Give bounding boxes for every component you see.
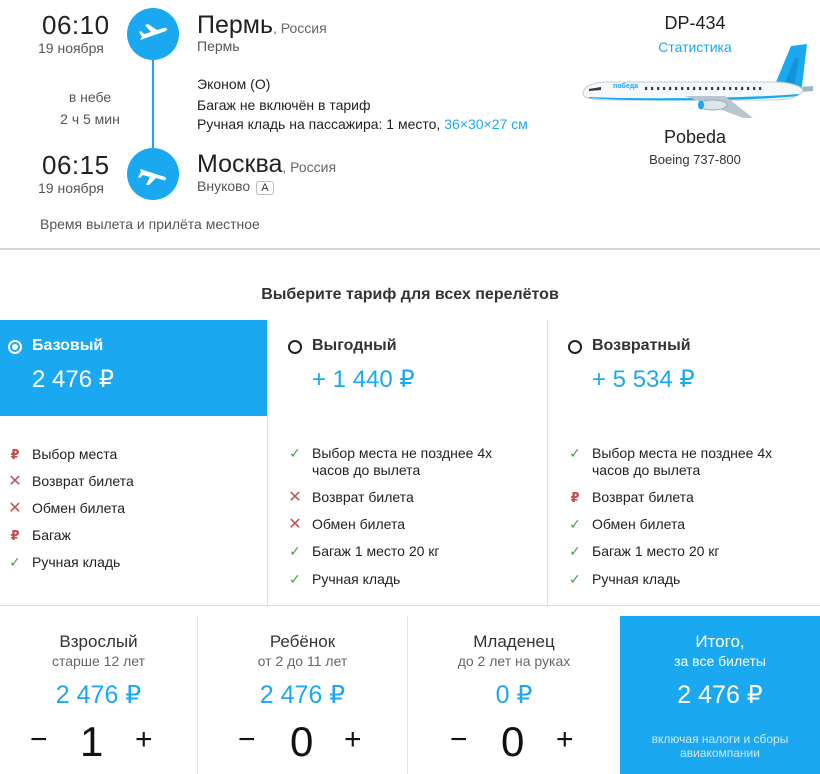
increment-button[interactable]: + <box>135 723 153 756</box>
passenger-count: 0 <box>290 718 314 765</box>
passenger-price: 0 ₽ <box>495 681 533 709</box>
tariff-profitable-price: + 1 440 ₽ <box>312 366 415 393</box>
feature-text: Ручная кладь <box>32 554 121 570</box>
arrival-airport-name: Внуково <box>197 178 251 194</box>
airline-name: Pobeda <box>663 127 727 147</box>
tariff-basic-header[interactable] <box>0 320 267 416</box>
passenger-child <box>198 616 408 774</box>
cross-icon: ✕ <box>288 489 302 506</box>
terminal-badge: A <box>256 181 273 195</box>
feature-text: Багаж 1 место 20 кг <box>312 543 440 559</box>
arrival-date: 19 ноября <box>38 180 104 196</box>
feature-item <box>289 445 532 479</box>
hand-luggage-info <box>197 116 528 132</box>
quantity-stepper <box>408 720 620 764</box>
aircraft-model: Boeing 737-800 <box>649 152 741 167</box>
tariff-title: Выберите тариф для всех перелётов <box>261 286 559 303</box>
local-time-note: Время вылета и прилёта местное <box>40 216 260 232</box>
check-icon: ✓ <box>569 571 581 587</box>
total-summary <box>620 616 820 774</box>
tariff-profitable[interactable] <box>268 320 548 606</box>
check-icon: ✓ <box>9 554 21 570</box>
passenger-price: 2 476 ₽ <box>55 681 142 709</box>
route-line <box>152 58 154 150</box>
cross-icon: ✕ <box>8 473 22 490</box>
passenger-type: Младенец <box>473 632 555 651</box>
tariff-refundable-price: + 5 534 ₽ <box>592 366 695 393</box>
feature-text: Обмен билета <box>592 516 686 532</box>
feature-item <box>570 489 694 506</box>
tariff-profitable-header[interactable] <box>268 320 547 416</box>
passenger-count: 1 <box>80 718 104 765</box>
tariff-refundable[interactable] <box>548 320 820 606</box>
increment-button[interactable]: + <box>344 723 362 756</box>
passenger-age: старше 12 лет <box>51 653 146 669</box>
arrival-city <box>197 150 336 179</box>
tariff-basic[interactable] <box>0 320 268 606</box>
feature-text: Ручная кладь <box>592 571 681 587</box>
check-icon: ✓ <box>569 445 581 461</box>
check-icon: ✓ <box>569 516 581 532</box>
increment-button[interactable]: + <box>556 723 574 756</box>
tariff-refundable-radio[interactable] <box>568 340 582 354</box>
feature-text: Выбор места не позднее 4х часов до вылета <box>592 445 773 478</box>
livery-logo: победа <box>613 83 639 90</box>
feature-item <box>9 554 121 571</box>
feature-text: Ручная кладь <box>312 571 401 587</box>
feature-text: Обмен билета <box>312 516 406 532</box>
arrival-airport <box>197 178 274 195</box>
arrival-marker <box>127 148 179 200</box>
tariff-profitable-name: Выгодный <box>312 337 397 354</box>
feature-text: Возврат билета <box>312 489 414 505</box>
feature-text: Возврат билета <box>592 489 694 505</box>
passenger-age: от 2 до 11 лет <box>257 653 348 669</box>
feature-item <box>569 543 720 560</box>
departure-date: 19 ноября <box>38 40 104 56</box>
cross-icon: ✕ <box>288 516 302 533</box>
hand-luggage-text: Ручная кладь на пассажира: 1 место, <box>197 116 445 132</box>
feature-text: Выбор места <box>32 446 118 462</box>
arrival-city-name: Москва <box>197 150 283 178</box>
feature-text: Выбор места не позднее 4х часов до вылета <box>312 445 493 478</box>
check-icon: ✓ <box>289 543 301 559</box>
total-price: 2 476 ₽ <box>677 681 763 709</box>
quantity-stepper <box>0 720 197 764</box>
passenger-count: 0 <box>501 718 525 765</box>
baggage-info: Багаж не включён в тариф <box>197 97 371 113</box>
feature-item <box>569 445 812 479</box>
tariff-profitable-radio[interactable] <box>288 340 302 354</box>
passenger-type: Взрослый <box>59 632 138 651</box>
tariff-basic-name: Базовый <box>32 337 104 354</box>
feature-item <box>10 446 118 463</box>
feature-item <box>10 527 71 544</box>
feature-item <box>569 571 681 588</box>
ruble-icon: ₽ <box>570 490 580 505</box>
decrement-button[interactable]: − <box>450 723 468 756</box>
ruble-icon: ₽ <box>10 447 20 462</box>
departure-marker <box>127 8 179 60</box>
feature-item <box>289 543 440 560</box>
statistics-link[interactable]: Статистика <box>658 39 732 55</box>
passenger-type: Ребёнок <box>269 632 336 651</box>
flight-number: DP-434 <box>664 13 726 33</box>
tariff-refundable-name: Возвратный <box>592 337 691 354</box>
departure-city <box>197 11 327 40</box>
cross-icon: ✕ <box>8 500 22 517</box>
total-subtitle: за все билеты <box>674 653 766 669</box>
departure-time: 06:10 <box>42 10 110 40</box>
check-icon: ✓ <box>289 445 301 461</box>
landing-plane-icon <box>137 158 169 190</box>
feature-item <box>288 489 414 506</box>
decrement-button[interactable]: − <box>238 723 256 756</box>
feature-item <box>8 473 134 490</box>
passenger-infant <box>408 616 620 774</box>
departure-country: , Россия <box>273 20 327 36</box>
feature-item <box>289 571 401 588</box>
feature-text: Обмен билета <box>32 500 126 516</box>
feature-item <box>8 500 126 517</box>
hand-luggage-size-link[interactable]: 36×30×27 см <box>444 116 528 132</box>
departure-airport: Пермь <box>197 38 240 54</box>
arrival-country: , Россия <box>282 159 337 175</box>
cabin-class: Эконом (O) <box>197 76 271 92</box>
quantity-stepper <box>198 720 407 764</box>
tariff-refundable-header[interactable] <box>548 320 820 416</box>
total-note: включая налоги и сборы авиакомпании <box>651 732 789 760</box>
feature-text: Багаж 1 место 20 кг <box>592 543 720 559</box>
passenger-age: до 2 лет на руках <box>457 653 571 669</box>
takeoff-plane-icon <box>137 18 169 50</box>
tariff-basic-radio[interactable] <box>8 340 22 354</box>
total-title: Итого, <box>695 632 745 651</box>
ruble-icon: ₽ <box>10 528 20 543</box>
decrement-button[interactable]: − <box>30 723 48 756</box>
arrival-time: 06:15 <box>42 150 110 180</box>
feature-text: Багаж <box>32 527 71 543</box>
passenger-adult <box>0 616 198 774</box>
tariff-basic-price: 2 476 ₽ <box>32 366 114 393</box>
flight-details <box>0 0 820 250</box>
aircraft-illustration <box>575 42 815 120</box>
feature-item <box>569 516 686 533</box>
feature-item <box>288 516 406 533</box>
flight-duration: 2 ч 5 мин <box>60 111 120 127</box>
passenger-price: 2 476 ₽ <box>259 681 346 709</box>
check-icon: ✓ <box>569 543 581 559</box>
tariff-selector <box>0 262 820 606</box>
departure-city-name: Пермь <box>197 11 273 39</box>
check-icon: ✓ <box>289 571 301 587</box>
feature-text: Возврат билета <box>32 473 134 489</box>
in-air-label: в небе <box>68 89 112 105</box>
